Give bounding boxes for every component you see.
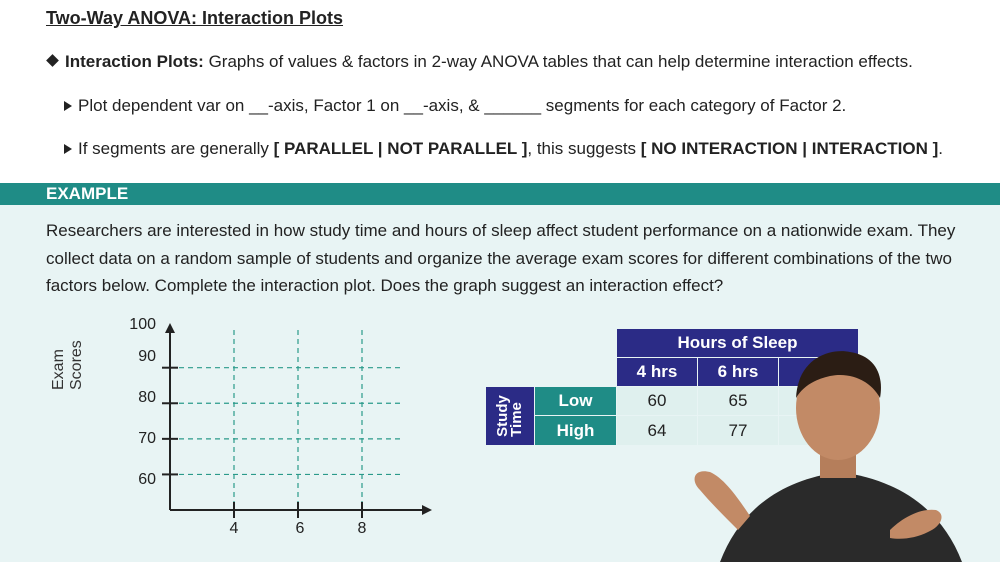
sub2-choice-parallel: [ PARALLEL | NOT PARALLEL ] xyxy=(273,139,528,158)
y-tick-70: 70 xyxy=(138,430,156,447)
sub2-choice-interaction: [ NO INTERACTION | INTERACTION ] xyxy=(640,139,939,158)
x-tick-6: 6 xyxy=(295,520,305,537)
col-header-6hrs: 6 hrs xyxy=(698,358,778,386)
y-tick-80: 80 xyxy=(138,389,156,406)
cell-high-6hrs: 77 xyxy=(698,416,778,445)
presenter-video xyxy=(680,340,1000,562)
cell-high-4hrs: 64 xyxy=(617,416,697,445)
y-axis-label: Exam Scores xyxy=(50,340,85,390)
sub-bullet-text: Plot dependent var on __-axis, Factor 1 on __-axis, & ______ segments for each category of Factor 2. xyxy=(78,96,847,115)
cell-low-4hrs: 60 xyxy=(617,387,697,415)
row-label-low: Low xyxy=(535,387,616,415)
y-axis-arrow xyxy=(165,323,175,333)
col-header-4hrs: 4 hrs xyxy=(617,358,697,386)
x-axis-arrow xyxy=(422,505,432,515)
bullet-text: Graphs of values & factors in 2-way ANOVA tables that can help determine interaction effects. xyxy=(203,52,913,71)
y-tick-90: 90 xyxy=(138,348,156,365)
page-title: Two-Way ANOVA: Interaction Plots xyxy=(46,8,344,28)
y-tick-100: 100 xyxy=(129,316,156,333)
table-header-hours-of-sleep: Hours of Sleep xyxy=(617,329,858,357)
example-label: EXAMPLE xyxy=(46,184,129,203)
example-text: Researchers are interested in how study time and hours of sleep affect student performance on a nationwide exam. They collect data on a random sample of students and organize the average exam scores for different combinations of the two factors below. Complete the interaction plot. Does the graph suggest an interaction effect? xyxy=(46,221,956,295)
sub2-text-e: . xyxy=(938,139,944,158)
row-factor-study: Study xyxy=(493,395,511,437)
sub2-text-a: If segments are generally xyxy=(78,139,274,158)
x-tick-8: 8 xyxy=(357,520,367,537)
row-factor-text xyxy=(493,395,525,437)
y-tick-60: 60 xyxy=(138,471,156,488)
sub2-text-c: , this suggests xyxy=(527,139,641,158)
row-factor-study-time xyxy=(486,387,534,445)
row-label-high: High xyxy=(535,416,616,445)
x-tick-4: 4 xyxy=(229,520,239,537)
cell-low-6hrs: 65 xyxy=(698,387,778,415)
row-factor-time: Time xyxy=(507,402,525,437)
bullet-term: Interaction Plots: xyxy=(65,52,204,71)
